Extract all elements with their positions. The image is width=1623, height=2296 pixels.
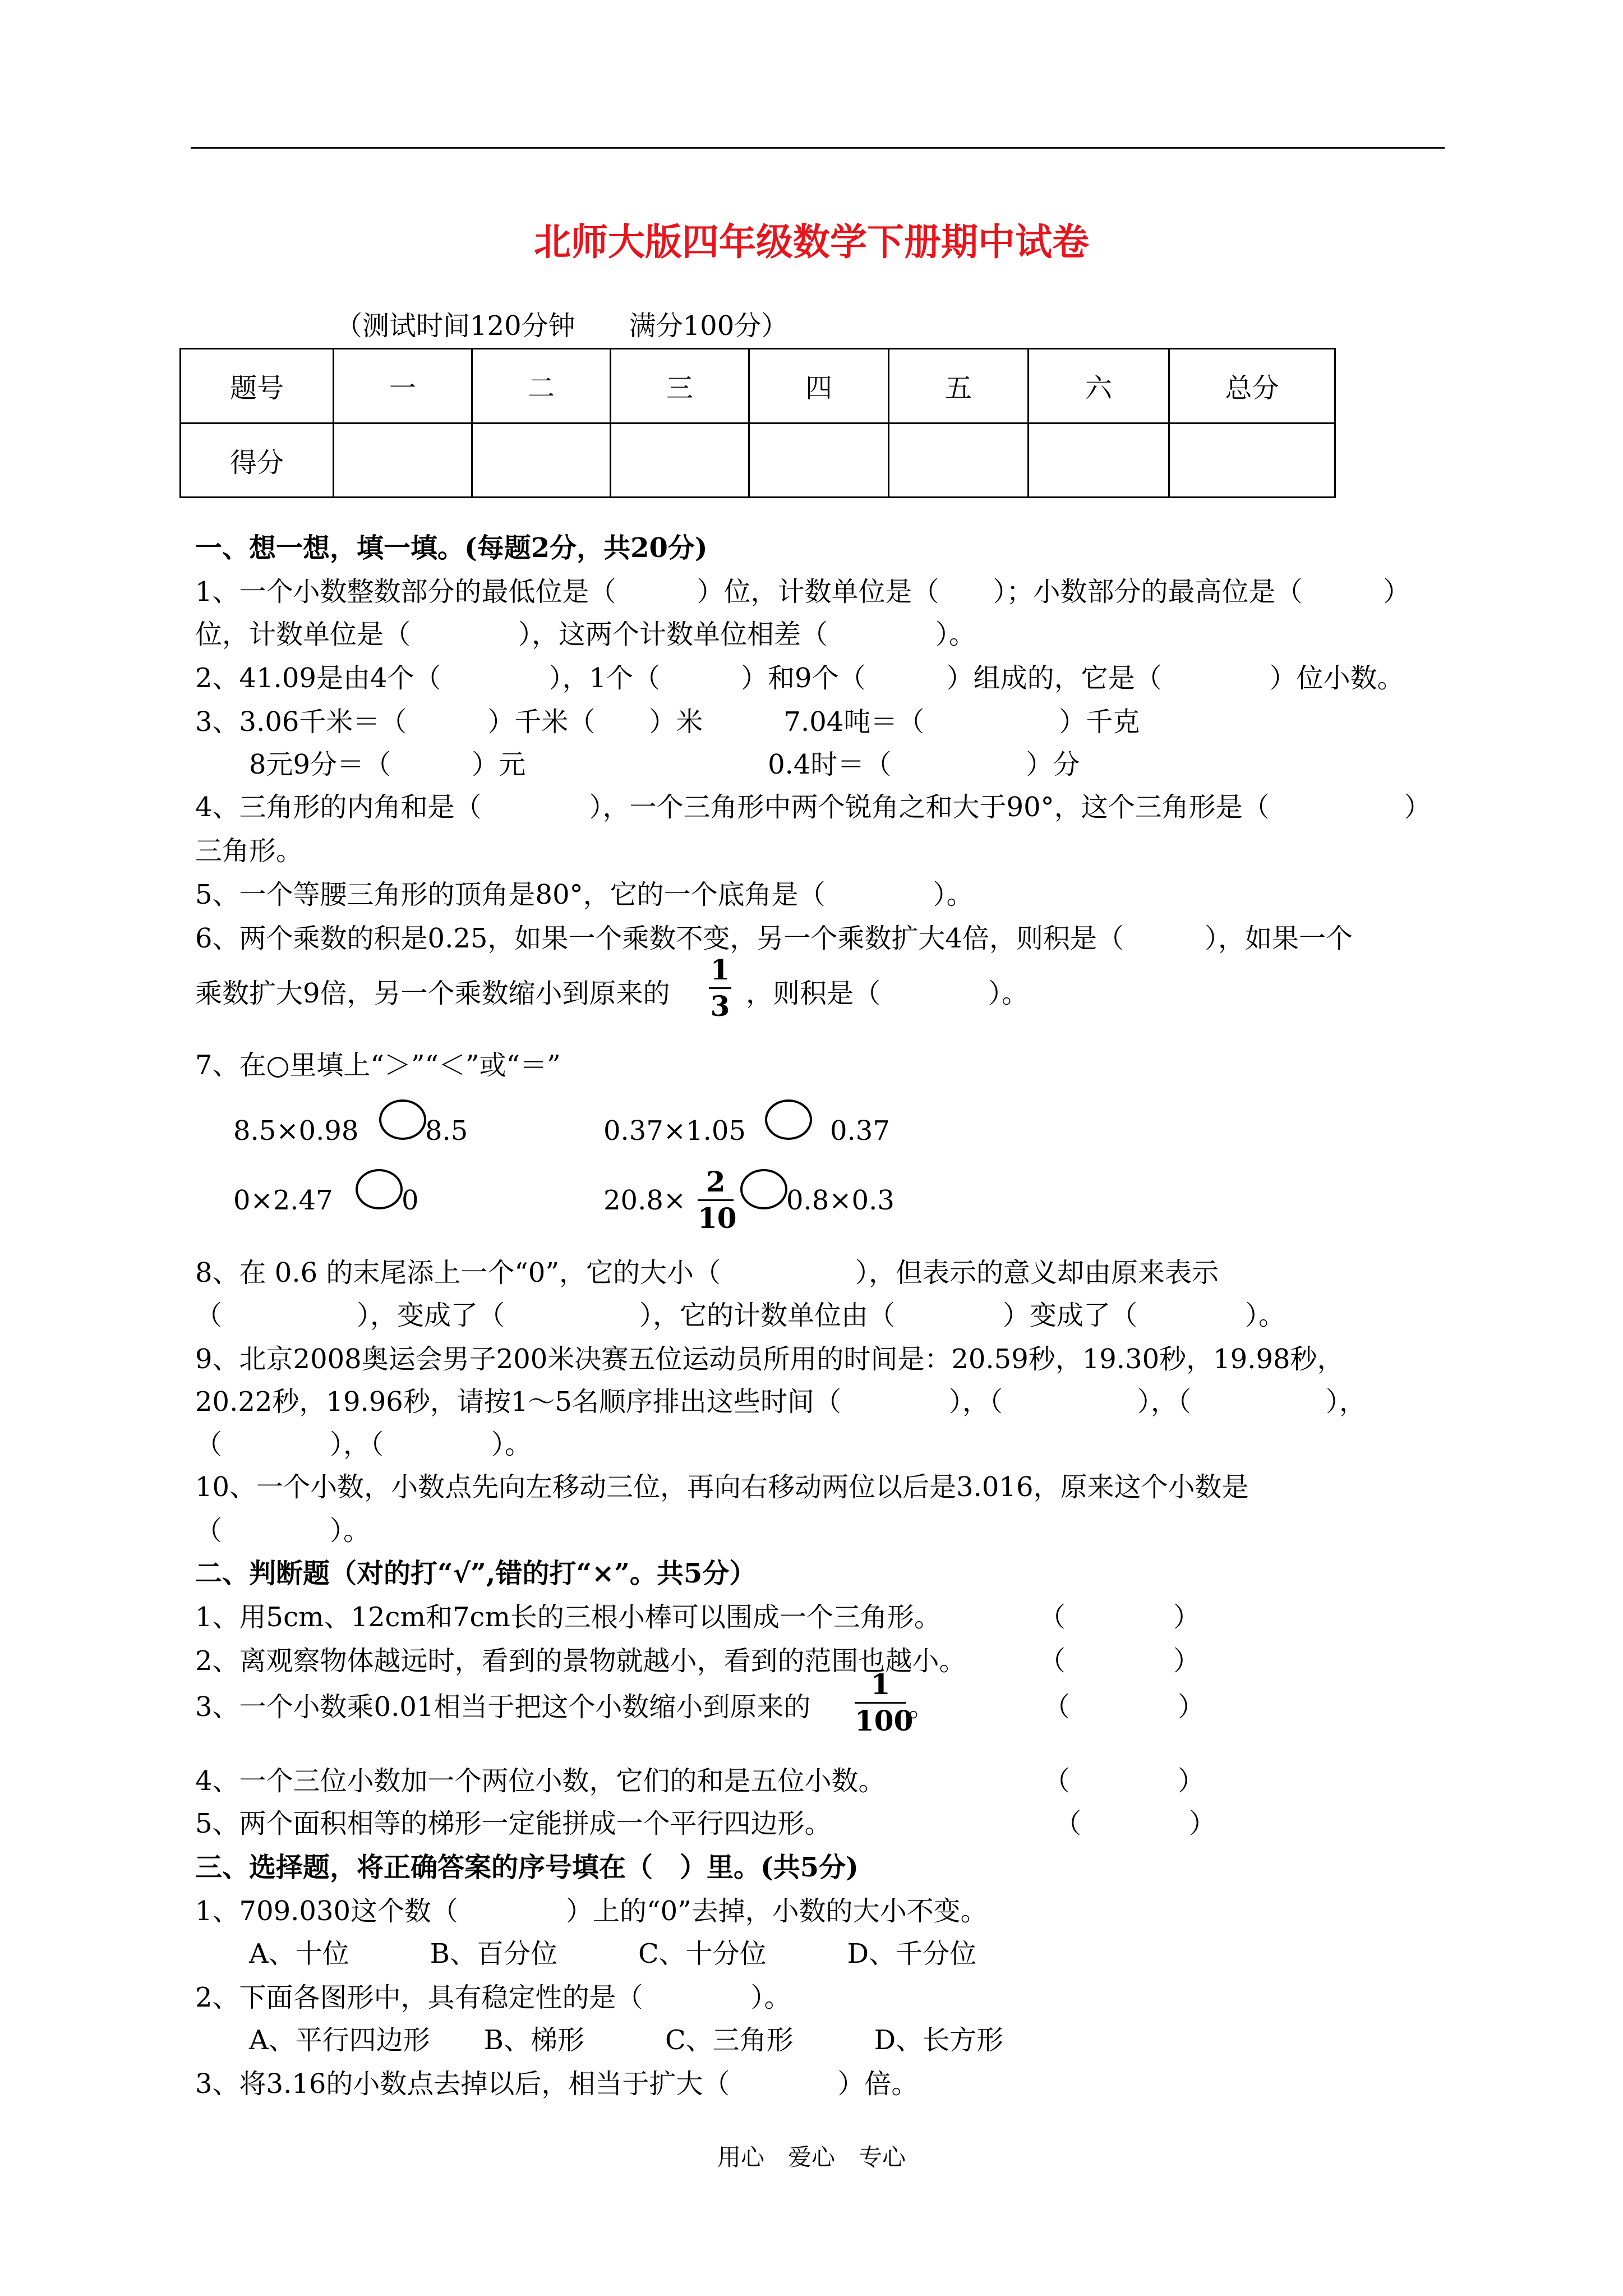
fraction-denominator: 100 <box>855 1704 914 1737</box>
section3-heading: 三、选择题，将正确答案的序号填在（ ）里。(共5分) <box>195 1852 859 1883</box>
compare-circle[interactable] <box>740 1169 787 1209</box>
fraction-bar <box>709 987 731 989</box>
question-line: 位，计数单位是（ ），这两个计数单位相差（ ）。 <box>195 619 976 650</box>
question-line: （ ），变成了（ ），它的计数单位由（ ）变成了（ ）。 <box>195 1300 1286 1331</box>
score-cell[interactable] <box>472 423 611 498</box>
header-cell: 六 <box>1029 349 1169 424</box>
compare-right: 0 <box>402 1185 419 1216</box>
score-table-header-row <box>181 349 1335 424</box>
page-footer: 用心 爱心 专心 <box>717 2143 906 2171</box>
question-line: （ ）。 <box>195 1515 371 1547</box>
judge-item: 5、两个面积相等的梯形一定能拼成一个平行四边形。 <box>195 1808 832 1839</box>
top-rule <box>191 147 1445 149</box>
question-line: 6、两个乘数的积是0.25，如果一个乘数不变，另一个乘数扩大4倍，则积是（ ），如果一个 <box>195 923 1353 954</box>
score-table <box>179 348 1336 498</box>
compare-right: 8.5 <box>425 1115 468 1147</box>
header-cell: 一 <box>334 349 472 424</box>
question-line: 9、北京2008奥运会男子200米决赛五位运动员所用的时间是：20.59秒，19.30秒，19.98秒， <box>195 1343 1344 1375</box>
fraction-bar <box>698 1199 734 1201</box>
judge-item: 1、用5cm、12cm和7cm长的三根小棒可以围成一个三角形。 <box>195 1602 941 1633</box>
header-cell: 五 <box>889 349 1029 424</box>
exam-info: （测试时间120分钟 满分100分） <box>335 310 789 342</box>
question-line: （ ），（ ）。 <box>195 1429 532 1460</box>
question-line: 5、一个等腰三角形的顶角是80°，它的一个底角是（ ）。 <box>195 879 974 910</box>
header-cell: 总分 <box>1169 349 1335 424</box>
question-line: 1、一个小数整数部分的最低位是（ ）位，计数单位是（ ）；小数部分的最高位是（ ） <box>195 576 1410 608</box>
page-title: 北师大版四年级数学下册期中试卷 <box>534 220 1089 264</box>
fraction-bar <box>855 1702 906 1704</box>
section1-heading: 一、想一想，填一填。(每题2分，共20分) <box>195 532 708 564</box>
header-cell: 三 <box>611 349 749 424</box>
score-cell[interactable] <box>611 423 749 498</box>
question-line: 20.22秒，19.96秒，请按1～5名顺序排出这些时间（ ），（ ），（ ）， <box>195 1386 1366 1418</box>
fraction-one-third <box>709 953 731 1023</box>
choice-question: 3、将3.16的小数点去掉以后，相当于扩大（ ）倍。 <box>195 2068 919 2100</box>
section2-heading: 二、判断题（对的打“√”,错的打“×”。共5分） <box>195 1558 757 1589</box>
fraction-numerator: 2 <box>706 1165 726 1198</box>
header-cell: 二 <box>472 349 611 424</box>
compare-right: 0.8×0.3 <box>786 1185 895 1216</box>
compare-left: 8.5×0.98 <box>233 1115 359 1147</box>
judge-item: 4、一个三位小数加一个两位小数，它们的和是五位小数。 <box>195 1765 886 1797</box>
score-cell[interactable] <box>1169 423 1335 498</box>
question-line: 8元9分＝（ ）元 0.4时＝（ ）分 <box>195 749 1080 780</box>
fraction-numerator: 1 <box>710 953 730 986</box>
choice-question: 1、709.030这个数（ ）上的“0”去掉，小数的大小不变。 <box>195 1895 988 1927</box>
judge-item-end: 。 <box>909 1691 936 1723</box>
question-line: 10、一个小数，小数点先向左移动三位，再向右移动两位以后是3.016，原来这个小数是 <box>195 1471 1249 1503</box>
question-line: 2、41.09是由4个（ ），1个（ ）和9个（ ）组成的，它是（ ）位小数。 <box>195 662 1404 694</box>
question-line: 7、在○里填上“＞”“＜”或“＝” <box>195 1050 561 1081</box>
question-line: 4、三角形的内角和是（ ），一个三角形中两个锐角之和大于90°，这个三角形是（ ） <box>195 792 1431 823</box>
answer-blank[interactable]: （ ） <box>1054 1808 1216 1839</box>
score-cell[interactable] <box>749 423 889 498</box>
compare-left: 20.8× <box>603 1185 686 1216</box>
compare-circle[interactable] <box>356 1169 403 1209</box>
header-cell: 题号 <box>181 349 334 424</box>
question-line: 8、在 0.6 的末尾添上一个“0”，它的大小（ ），但表示的意义却由原来表示 <box>195 1257 1219 1289</box>
answer-blank[interactable]: （ ） <box>1039 1645 1201 1677</box>
score-table-score-row <box>181 423 1335 498</box>
compare-left: 0.37×1.05 <box>603 1115 746 1147</box>
score-cell[interactable] <box>889 423 1029 498</box>
question-line: 三角形。 <box>195 835 303 867</box>
choice-question: 2、下面各图形中，具有稳定性的是（ ）。 <box>195 1982 791 2013</box>
fraction-denominator: 3 <box>710 990 730 1023</box>
answer-blank[interactable]: （ ） <box>1043 1765 1205 1797</box>
score-cell[interactable] <box>1029 423 1169 498</box>
compare-circle[interactable] <box>765 1099 812 1140</box>
compare-left: 0×2.47 <box>233 1185 333 1216</box>
judge-item: 3、一个小数乘0.01相当于把这个小数缩小到原来的 <box>195 1691 811 1723</box>
question-line: 乘数扩大9倍，另一个乘数缩小到原来的 <box>195 978 670 1009</box>
answer-blank[interactable]: （ ） <box>1039 1602 1201 1633</box>
question-line: 3、3.06千米＝（ ）千米（ ）米 7.04吨＝（ ）千克 <box>195 706 1140 738</box>
choice-options: A、十位 B、百分位 C、十分位 D、千分位 <box>195 1938 977 1970</box>
choice-options: A、平行四边形 B、梯形 C、三角形 D、长方形 <box>195 2024 1004 2056</box>
fraction-numerator: 1 <box>870 1668 891 1701</box>
fraction-denominator: 10 <box>698 1202 737 1235</box>
judge-item: 2、离观察物体越远时，看到的景物就越小，看到的范围也越小。 <box>195 1645 966 1677</box>
score-cell[interactable] <box>334 423 472 498</box>
header-cell: 四 <box>749 349 889 424</box>
fraction-two-tenths <box>698 1165 737 1235</box>
answer-blank[interactable]: （ ） <box>1043 1691 1205 1723</box>
compare-right: 0.37 <box>830 1115 890 1147</box>
row-label: 得分 <box>181 423 334 498</box>
question-line: ，则积是（ ）。 <box>746 978 1029 1009</box>
fraction-one-hundredth <box>855 1668 914 1737</box>
compare-circle[interactable] <box>379 1099 426 1140</box>
